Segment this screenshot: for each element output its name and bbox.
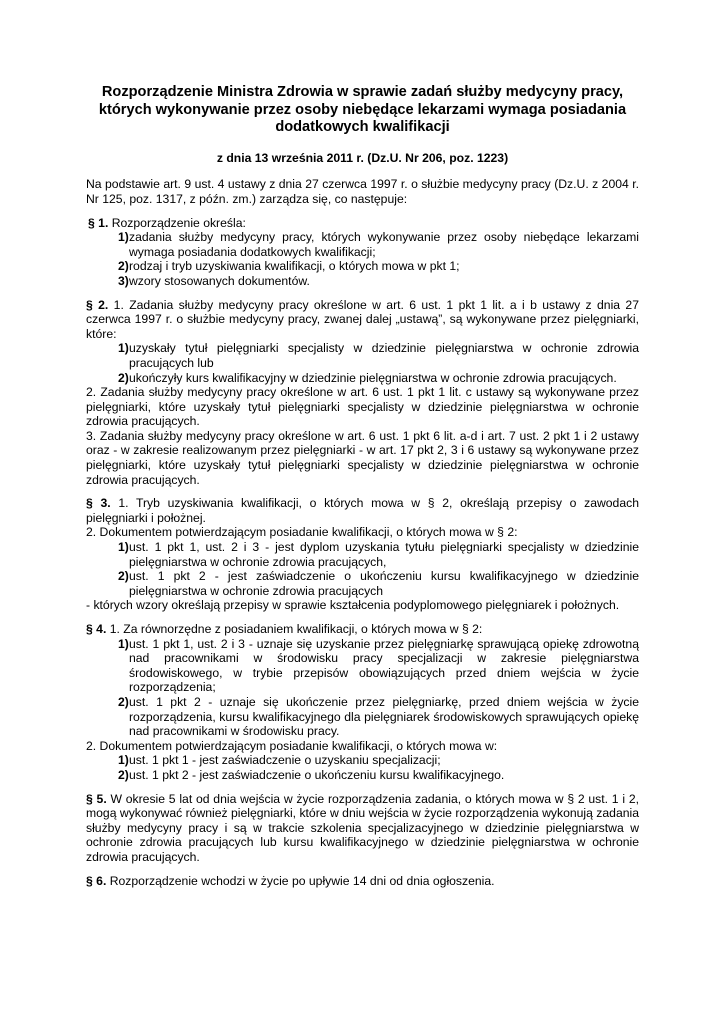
item-text: ust. 1 pkt 2 - uznaje się ukończenie przez pielęgniarkę, przed dniem wejścia w życie rozporządzenia, kursu kwalifikacyjnego dla pielęgniarek środowiskowych sprawujących opiekę nad pracownikami w środowisku pracy. <box>129 694 639 739</box>
section-4-sign: § 4. <box>86 622 107 636</box>
section-6 <box>86 874 639 889</box>
item-text: ukończyły kurs kwalifikacyjny w dziedzinie pielęgniarstwa w ochronie zdrowia pracujących. <box>129 370 617 385</box>
item-text: zadania służby medycyny pracy, których wykonywanie przez osoby niebędące lekarzami wymaga posiadania dodatkowych kwalifikacji; <box>129 230 639 259</box>
item-number: 1) <box>118 341 129 356</box>
list-item <box>86 768 639 783</box>
list-item <box>86 569 639 598</box>
section-1-intro <box>86 216 639 231</box>
list-item <box>86 230 639 259</box>
item-number: 1) <box>118 540 129 555</box>
item-number: 2) <box>118 259 129 274</box>
item-number: 2) <box>118 767 129 782</box>
section-4-list <box>86 637 639 739</box>
document-title: Rozporządzenie Ministra Zdrowia w sprawie zadań służby medycyny pracy, których wykonywanie przez osoby niebędące lekarzami wymaga posiadania dodatkowych kwalifikacji <box>98 84 627 136</box>
item-text: ust. 1 pkt 1, ust. 2 i 3 - jest dyplom uzyskania tytułu pielęgniarki specjalisty w dziedzinie pielęgniarstwa w ochronie zdrowia pracujących, <box>129 540 639 569</box>
item-text: ust. 1 pkt 2 - jest zaświadczenie o ukończeniu kursu kwalifikacyjnego w dziedzinie pielęgniarstwa w ochronie zdrowia pracujących <box>129 569 639 598</box>
section-1-list <box>86 230 639 288</box>
section-3-list <box>86 540 639 598</box>
section-3-intro <box>86 496 639 525</box>
section-2 <box>86 298 639 488</box>
section-4-text: 1. Za równorzędne z posiadaniem kwalifikacji, o których mowa w § 2: <box>106 622 483 636</box>
item-number: 2) <box>118 370 129 385</box>
section-4 <box>86 622 639 783</box>
section-5-text <box>86 792 639 865</box>
section-2-para-2: 2. Zadania służby medycyny pracy określone w art. 6 ust. 1 pkt 1 lit. c ustawy są wykonywane przez pielęgniarki, które uzyskały tytuł pielęgniarki specjalisty w dziedzinie pielęgniarstwa w ochronie zdrowia pracujących. <box>86 385 639 429</box>
section-5 <box>86 792 639 865</box>
document-date: z dnia 13 września 2011 r. (Dz.U. Nr 206, poz. 1223) <box>216 150 509 165</box>
section-2-intro <box>86 298 639 342</box>
section-3-sign: § 3. <box>86 496 111 511</box>
section-3 <box>86 496 639 613</box>
section-3-tail: - których wzory określają przepisy w sprawie kształcenia podyplomowego pielęgniarek i położnych. <box>86 598 620 613</box>
section-2-text: 1. Zadania służby medycyny pracy określone w art. 6 ust. 1 pkt 1 lit. a i b ustawy z dnia 27 czerwca 1997 r. o służbie medycyny pracy, zwanej dalej „ustawą”, są wykonywane przez pielęgniarki, które: <box>86 297 639 341</box>
section-2-para-3: 3. Zadania służby medycyny pracy określone w art. 6 ust. 1 pkt 6 lit. a-d i art. 7 ust. 2 pkt 1 i 2 ustawy oraz - w zakresie realizowanym przez pielęgniarki - w art. 17 pkt 2, 3 i 6 ustawy są wykonywane przez pielęgniarki, które uzyskały tytuł pielęgniarki specjalisty w dziedzinie pielęgniarstwa w ochronie zdrowia pracujących. <box>86 428 639 487</box>
list-item <box>86 540 639 569</box>
list-item <box>86 371 639 386</box>
section-6-body: Rozporządzenie wchodzi w życie po upływie 14 dni od dnia ogłoszenia. <box>106 873 495 888</box>
section-2-sign: § 2. <box>86 297 109 312</box>
section-4-para-2: 2. Dokumentem potwierdzającym posiadanie kwalifikacji, o których mowa w: <box>86 738 498 753</box>
list-item <box>86 259 639 274</box>
item-number: 2) <box>118 694 129 709</box>
item-text: ust. 1 pkt 1 - jest zaświadczenie o uzyskaniu specjalizacji; <box>129 753 441 768</box>
item-text: ust. 1 pkt 2 - jest zaświadczenie o ukończeniu kursu kwalifikacyjnego. <box>129 767 505 782</box>
list-item <box>86 274 639 289</box>
preamble-text: Na podstawie art. 9 ust. 4 ustawy z dnia 27 czerwca 1997 r. o służbie medycyny pracy (Dz.U. z 2004 r. Nr 125, poz. 1317, z późn. zm.) zarządza się, co następuje: <box>86 177 639 206</box>
item-number: 3) <box>118 273 129 288</box>
section-6-sign: § 6. <box>86 873 107 888</box>
list-item <box>86 341 639 370</box>
list-item <box>86 753 639 768</box>
section-1 <box>86 216 639 289</box>
item-text: rodzaj i tryb uzyskiwania kwalifikacji, o których mowa w pkt 1; <box>129 259 460 274</box>
section-2-list <box>86 341 639 385</box>
item-number: 2) <box>118 569 129 584</box>
item-number: 1) <box>118 753 129 768</box>
section-6-text <box>86 874 639 889</box>
item-text: wzory stosowanych dokumentów. <box>129 273 310 288</box>
document-page <box>86 84 639 897</box>
section-4-list-2 <box>86 753 639 782</box>
item-text: ust. 1 pkt 1, ust. 2 i 3 - uznaje się uzyskanie przez pielęgniarkę sprawującą opiekę zdrowotną nad pracownikami w środowisku pracy specjalizacji w zakresie pielęgniarstwa środowiskowego, w trybie przepisów obowiązujących przed dniem wejścia w życie rozporządzenia; <box>129 636 639 695</box>
section-5-body: W okresie 5 lat od dnia wejścia w życie rozporządzenia zadania, o których mowa w § 2 ust. 1 i 2, mogą wykonywać również pielęgniarki, które w dniu wejścia w życie rozporządzenia wykonują zadania służby medycyny pracy i są w trakcie szkolenia specjalizacyjnego w dziedzinie pielęgniarstwa w ochronie zdrowia pracujących lub kursu kwalifikacyjnego w dziedzinie pielęgniarstwa w ochronie zdrowia pracujących. <box>86 791 639 864</box>
list-item <box>86 695 639 739</box>
preamble <box>86 177 639 206</box>
section-1-sign: § 1. <box>88 215 109 230</box>
section-3-text: 1. Tryb uzyskiwania kwalifikacji, o których mowa w § 2, określają przepisy o zawodach pielęgniarki i położnej. <box>86 496 639 525</box>
item-text: uzyskały tytuł pielęgniarki specjalisty w dziedzinie pielęgniarstwa w ochronie zdrowia pracujących lub <box>129 341 639 370</box>
section-3-para-2: 2. Dokumentem potwierdzającym posiadanie kwalifikacji, o których mowa w § 2: <box>86 525 518 540</box>
item-number: 1) <box>118 636 129 651</box>
section-5-sign: § 5. <box>86 791 107 806</box>
section-4-intro <box>86 622 639 637</box>
section-1-text: Rozporządzenie określa: <box>108 215 246 230</box>
item-number: 1) <box>118 230 129 245</box>
list-item <box>86 637 639 695</box>
